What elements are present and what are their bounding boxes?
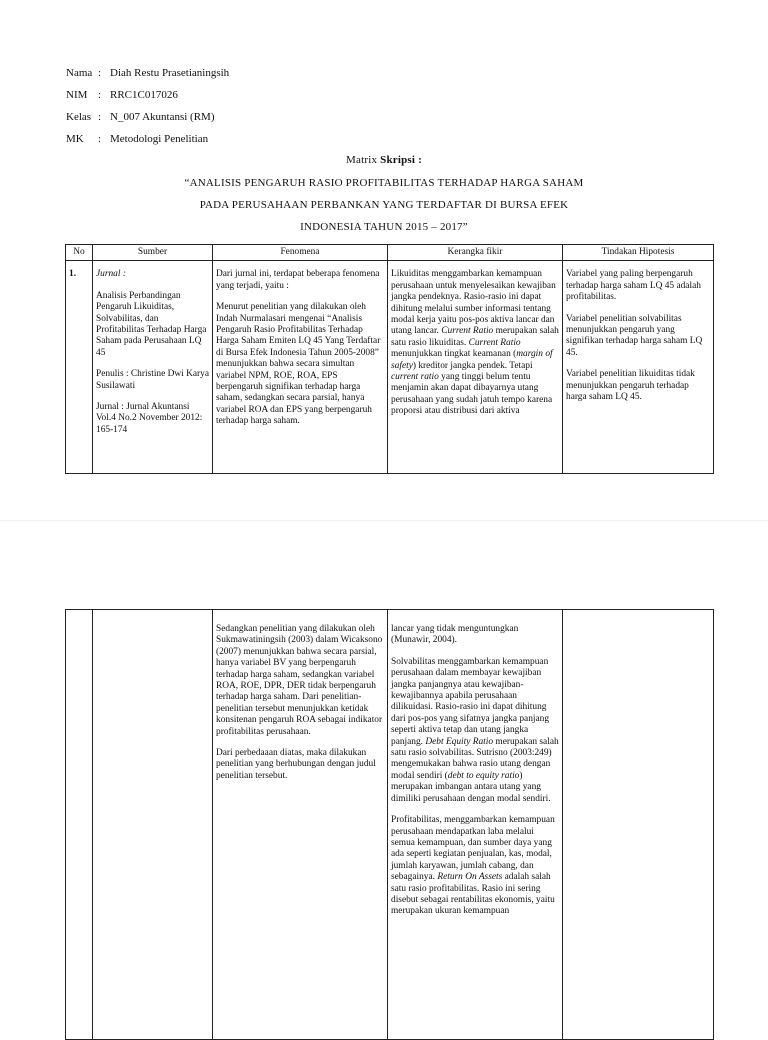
jurnal-title: Analisis Perbandingan Pengaruh Likuiditas, Solvabilitas, dan Profitabilitas Terhadap Harga Saham pada Perusahaan LQ 45 — [96, 290, 207, 358]
kerangka-text: Profitabilitas, menggambarkan kemampuan perusahaan mendapatkan laba melalui semua kemampuan, dan sumber daya yang ada seperti kegiatan penjualan, kas, modal, jumlah karyawan, jumlah cabang, dan sebagainya. — [391, 815, 555, 883]
kerangka-text: yang tinggi belum tentu menjamin akan dapat dibayarnya utang perusahaan yang sudah jatuh tempo karena proporsi atau distribusi dari aktiva — [391, 372, 553, 417]
kerangka-likuiditas: Likuiditas menggambarkan kemampuan perusahaan untuk menyelesaikan kewajiban jangka pendeknya. Rasio-rasio ini dapat dihitung melalui sumber informasi tentang modal kerja yaitu pos-pos aktiva lancar dan utang lancar. — [391, 269, 556, 337]
colon: : — [98, 89, 102, 101]
hipotesis-1: Variabel yang paling berpengaruh terhadap harga saham LQ 45 adalah profitabilitas. — [566, 269, 701, 303]
nama-line — [66, 67, 229, 79]
term-der: Debt Equity Ratio — [425, 736, 494, 747]
row-number: 1. — [69, 269, 77, 280]
term-current-ratio: Current Ratio — [468, 337, 521, 348]
hipotesis-3: Variabel penelitian likuiditas tidak menunjukkan pengaruh terhadap harga saham LQ 45. — [566, 369, 695, 403]
table-row — [66, 610, 714, 1040]
mk-value: Metodologi Penelitian — [110, 133, 209, 145]
mk-line — [66, 133, 208, 145]
kelas-line — [66, 111, 215, 123]
jurnal-source: Jurnal : Jurnal Akuntansi Vol.4 No.2 November 2012: 165-174 — [96, 402, 203, 435]
title-line-3: INDONESIA TAHUN 2015 – 2017” — [300, 221, 468, 233]
fenomena-text: Menurut penelitian yang dilakukan oleh Indah Nurmalasari mengenai “Analisis Pengaruh Rasio Profitabilitas Terhadap Harga Saham Emiten LQ 45 Yang Terdaftar di Bursa Efek Indonesia Tahun 2005-2008” menunjukkan bahwa secara simultan variabel NPM, ROE, ROA, EPS berpengaruh signifikan terhadap harga saham, sedangkan secara parsial, hanya variabel ROA dan EPS yang berpengaruh terhadap harga saham. — [216, 302, 381, 427]
table-row — [66, 261, 714, 474]
cell-hipotesis — [563, 261, 714, 474]
kerangka-text: menunjukkan tingkat keamanan ( — [391, 349, 517, 360]
kerangka-text: adalah salah satu rasio profitabilitas. Rasio ini sering disebut sebagai rentabilitas ekonomis, yaitu merupakan ukuran kemampuan — [391, 872, 555, 917]
header-sumber: Sumber — [93, 245, 213, 261]
jurnal-label: Jurnal : — [96, 269, 126, 280]
fenomena-text: Sedangkan penelitian yang dilakukan oleh Sukmawatiningsih (2003) dalam Wicaksono (2007) menunjukkan bahwa secara parsial, hanya variabel BV yang berpengaruh terhadap harga saham, sedangkan variabel ROA, ROE, DPR, DER tidak berpengaruh terhadap harga saham. Dari penelitian-penelitian tersebut menunjukkan ketidak konsitenan pengaruh ROA sebagai indikator profitabilitas perusahaan. — [216, 624, 383, 737]
kerangka-text: merupakan salah satu rasio likuiditas. — [391, 326, 559, 348]
matrix-table — [65, 244, 714, 474]
matrix-prefix: Matrix — [346, 154, 378, 166]
hipotesis-2: Variabel penelitian solvabilitas menunjukkan pengaruh yang signifikan terhadap harga saham LQ 45. — [566, 313, 703, 358]
matrix-bold: Skripsi : — [380, 154, 422, 166]
matrix-heading — [0, 154, 768, 166]
colon: : — [98, 67, 102, 79]
page-2 — [0, 520, 768, 1025]
cell-no — [66, 261, 93, 474]
mk-label: MK — [66, 133, 84, 145]
kerangka-text: merupakan salah satu rasio solvabilitas. Sutrisno (2003:249) mengemukakan bahwa rasio utang dengan modal sendiri ( — [391, 736, 559, 781]
cell-kerangka — [388, 261, 563, 474]
table-header-row — [66, 245, 714, 261]
nim-value: RRC1C017026 — [110, 89, 178, 101]
kerangka-continued: lancar yang tidak menguntungkan (Munawir, 2004). — [391, 624, 519, 646]
matrix-table-continued — [65, 609, 714, 1040]
term-debt-to-equity: debt to equity ratio — [447, 770, 520, 781]
header-kerangka: Kerangka fikir — [388, 245, 563, 261]
kerangka-text: Solvabilitas menggambarkan kemampuan perusahaan dalam membayar kewajiban jangka panjangnya atau kewajiban-kewajibannya apabila perusahaan dilikuidasi. Rasio-rasio ini dapat dihitung dari pos-pos yang sifatnya jangka panjang seperti aktiva tetap dan utang jangka panjang. — [391, 656, 550, 747]
kerangka-solvabilitas — [391, 657, 559, 805]
header-fenomena: Fenomena — [213, 245, 388, 261]
nama-value: Diah Restu Prasetianingsih — [110, 67, 230, 79]
kelas-label: Kelas — [66, 111, 92, 123]
nama-label: Nama — [66, 67, 93, 79]
fenomena-intro: Dari jurnal ini, terdapat beberapa fenomena yang terjadi, yaitu : — [216, 269, 380, 291]
header-no: No — [66, 245, 93, 261]
colon: : — [98, 111, 102, 123]
nim-label: NIM — [66, 89, 88, 101]
cell-sumber — [93, 610, 213, 1040]
page-1 — [0, 0, 768, 500]
cell-kerangka — [388, 610, 563, 1040]
term-roa: Return On Assets — [437, 872, 503, 883]
term-current-ratio: Current Ratio — [441, 326, 494, 337]
jurnal-penulis: Penulis : Christine Dwi Karya Susilawati — [96, 369, 210, 391]
cell-fenomena — [213, 261, 388, 474]
kerangka-profitabilitas — [391, 815, 559, 918]
cell-hipotesis — [563, 610, 714, 1040]
term-margin-of-safety: margin of safety — [391, 349, 553, 371]
header-hipotesis: Tindakan Hipotesis — [563, 245, 714, 261]
title-line-2: PADA PERUSAHAAN PERBANKAN YANG TERDAFTAR DI BURSA EFEK — [199, 199, 569, 211]
cell-no — [66, 610, 93, 1040]
term-current-ratio: current ratio — [391, 372, 439, 383]
colon: : — [98, 133, 102, 145]
cell-sumber — [93, 261, 213, 474]
kerangka-text: ) merupakan imbangan antara utang yang dimiliki perusahaan dengan modal sendiri. — [391, 770, 551, 804]
title-line-1: “ANALISIS PENGARUH RASIO PROFITABILITAS TERHADAP HARGA SAHAM — [184, 177, 584, 189]
kelas-value: N_007 Akuntansi (RM) — [110, 111, 215, 123]
kerangka-text: ) kreditor jangka pendek. Tetapi — [412, 360, 533, 371]
nim-line — [66, 89, 178, 101]
fenomena-conclusion: Dari perbedaaan diatas, maka dilakukan penelitian yang berhubungan dengan judul penelitian tersebut. — [216, 748, 376, 781]
cell-fenomena — [213, 610, 388, 1040]
